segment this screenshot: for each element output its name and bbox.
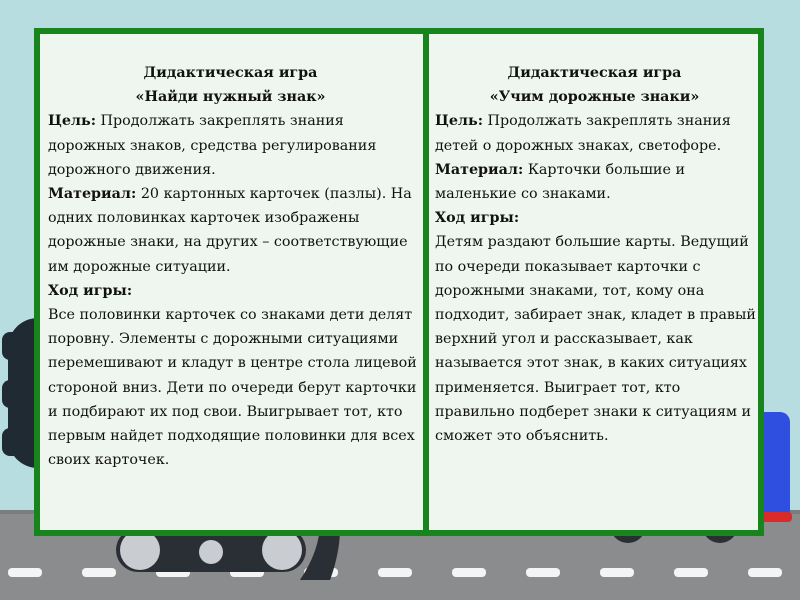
right-card-title-line1: Дидактическая игра [507,65,682,81]
right-card-procedure-text: Детям раздают большие карты. Ведущий по очереди показывает карточки с дорожными знаками, тот, кому она подходит, забирает знак, кладет в правый верхний угол и рассказывает, как называется этот знак, в каких ситуациях применяется. Выиграет тот, кто правильно подберет знаки к ситуациям и сможет это объяснить. [435,234,756,445]
left-card-title-line2: «Найди нужный знак» [135,89,326,106]
left-card-material-text: 20 картонных карточек (пазлы). На одних половинках карточек изображены дорожные знаки, на других – соответствующие им дорожные ситуации. [48,186,412,275]
left-card [40,34,423,530]
content-frame [34,28,764,536]
right-card-material [435,158,758,206]
right-card-procedure-heading [435,206,758,230]
left-card-procedure-label: Ход игры: [48,282,133,299]
left-card-procedure-heading [48,279,423,303]
left-card-goal [48,109,423,182]
right-card-title-line2: «Учим дорожные знаки» [489,89,700,106]
right-card-material-label: Материал: [435,161,524,178]
right-card-goal-text: Продолжать закреплять знания детей о дорожных знаках, светофоре. [435,113,731,154]
left-card-procedure-text: Все половинки карточек со знаками дети делят поровну. Элементы с дорожными ситуациями перемешивают и кладут в центре стола лицевой стороной вниз. Дети по очереди берут карточки и подбирают их под свои. Выигрывает тот, кто первым найдет подходящие половинки для всех своих карточек. [48,307,417,469]
left-card-material-label: Материал: [48,186,137,203]
right-card-goal [435,109,758,157]
right-card-goal-label: Цель: [435,113,483,130]
left-card-goal-text: Продолжать закреплять знания дорожных знаков, средства регулирования дорожного движения. [48,113,377,178]
right-card-material-text: Карточки большие и маленькие со знаками. [435,161,685,203]
right-card [429,34,758,530]
left-card-title-line1: Дидактическая игра [143,65,318,81]
left-card-title [48,61,423,109]
right-card-procedure-label: Ход игры: [435,210,520,227]
left-card-goal-label: Цель: [48,113,96,130]
left-card-material [48,182,423,279]
right-card-title [435,61,758,109]
